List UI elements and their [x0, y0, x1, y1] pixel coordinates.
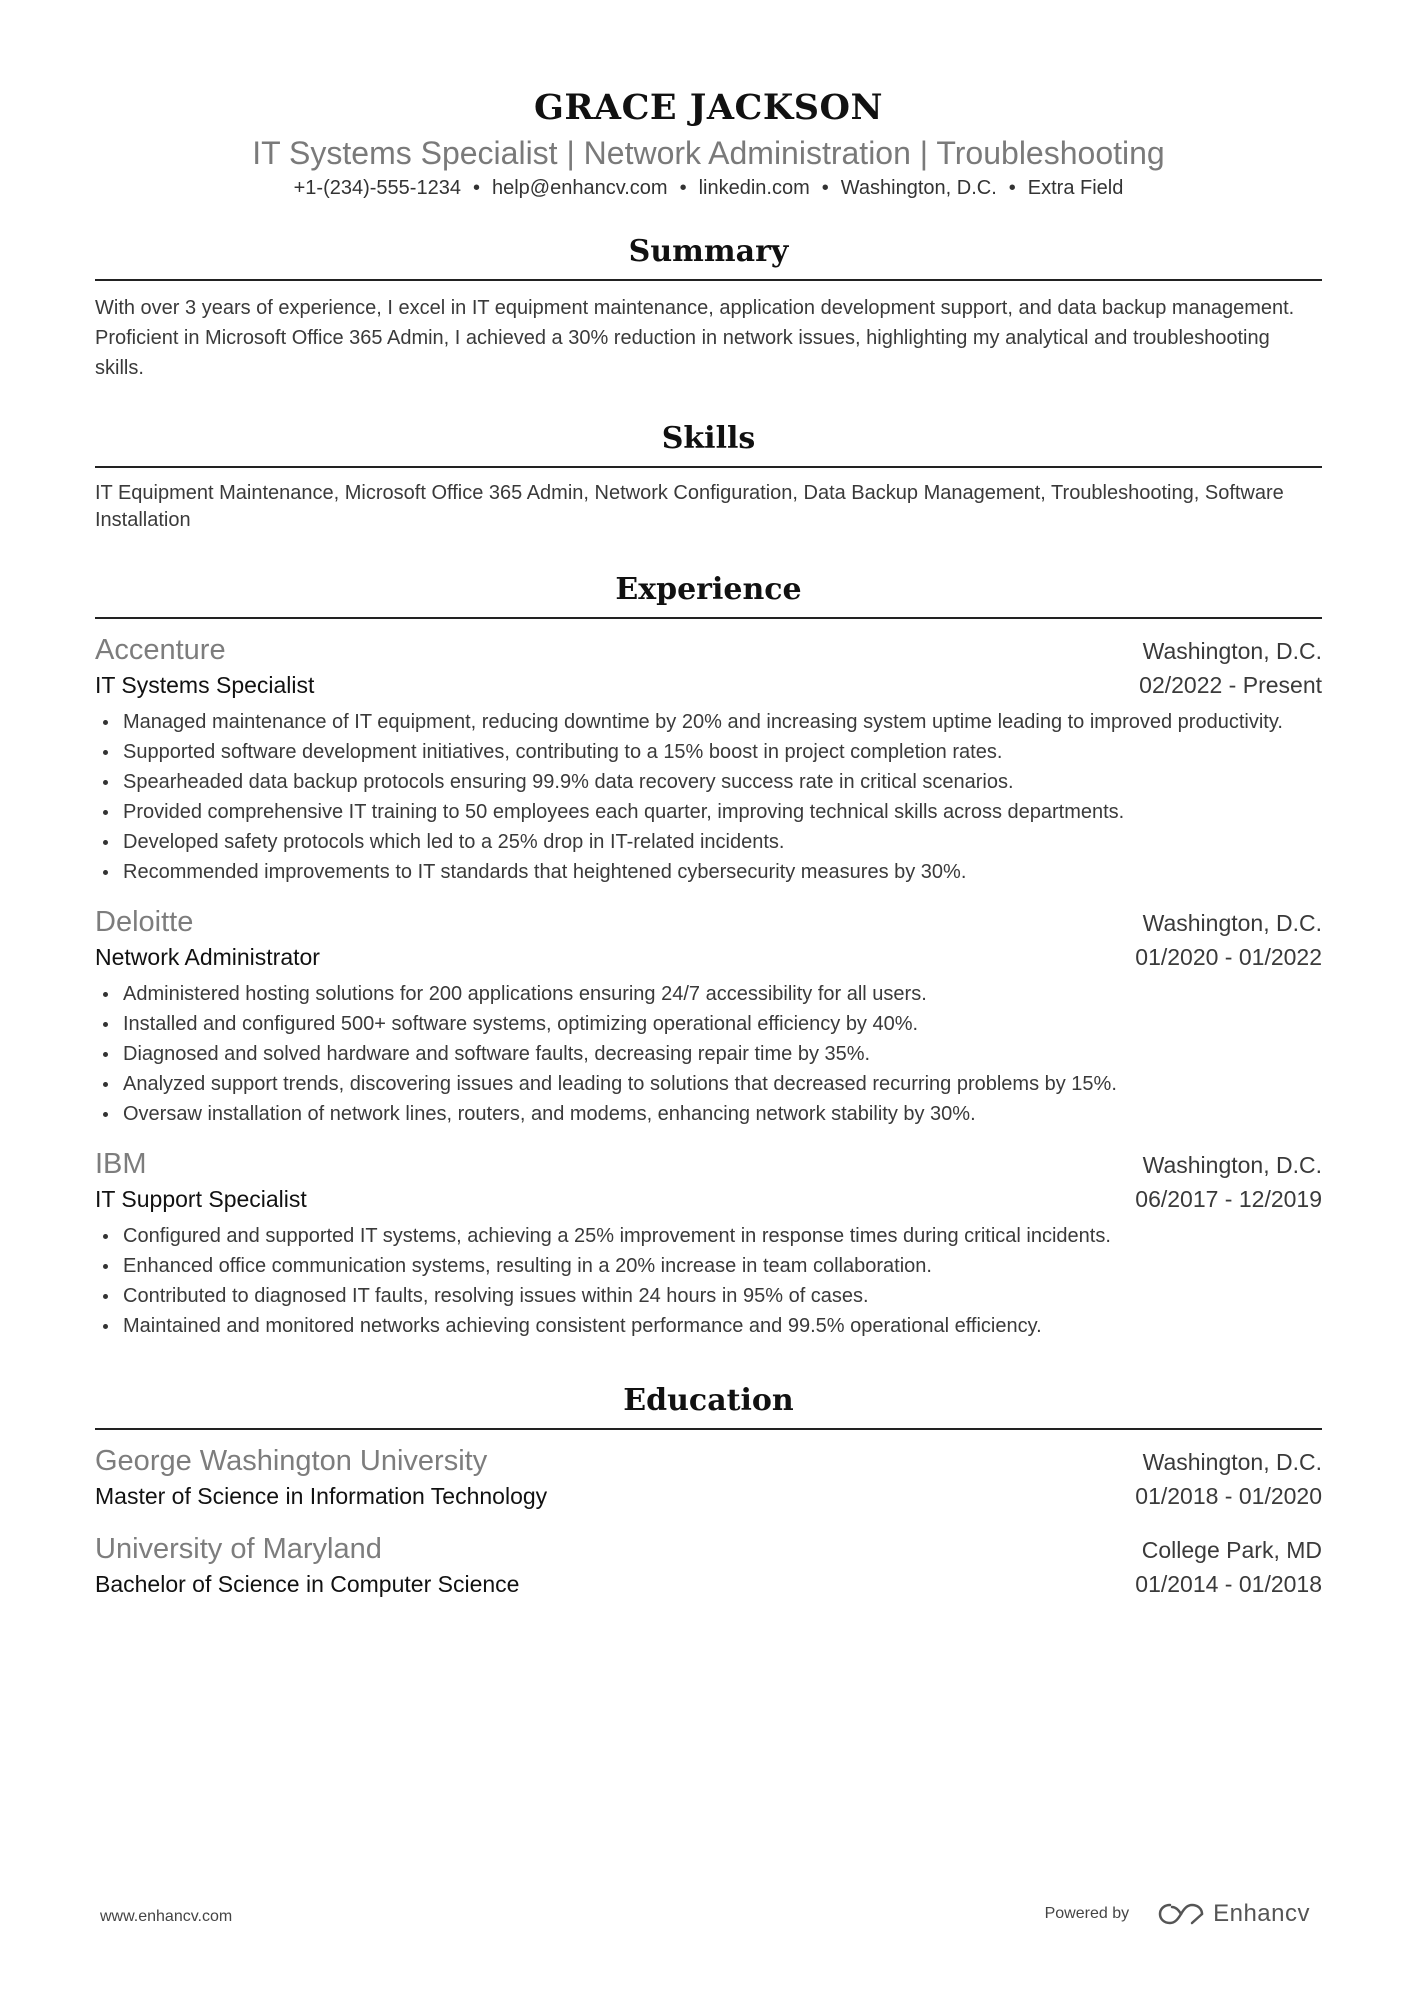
contact-separator: •: [472, 177, 480, 199]
job-location: Washington, D.C.: [1142, 1152, 1322, 1178]
section-title-skills: Skills: [661, 421, 756, 456]
job-dates: 02/2022 - Present: [1139, 672, 1322, 698]
candidate-name: GRACE JACKSON: [533, 87, 884, 128]
achievement-bullet: Configured and supported IT systems, achieving a 25% improvement in response times during critical incidents.: [95, 1221, 1322, 1251]
achievement-bullet: Recommended improvements to IT standards that heightened cybersecurity measures by 30%.: [95, 857, 1322, 887]
education-dates: 01/2014 - 01/2018: [1135, 1571, 1322, 1597]
contact-extra: Extra Field: [1027, 177, 1124, 199]
job-title: Network Administrator: [95, 944, 320, 970]
school-location: College Park, MD: [1141, 1537, 1322, 1563]
section-divider: [95, 1428, 1322, 1430]
school-name: University of Maryland: [95, 1533, 382, 1565]
enhancv-logo-icon: [1157, 1901, 1205, 1927]
summary-text: With over 3 years of experience, I excel in IT equipment maintenance, application development support, and data backup management. Proficient in Microsoft Office 365 Admin, I achieved a 30% reduction in network issues, highlighting my analytical and troubleshooting skills.: [95, 297, 1295, 379]
contact-separator: •: [679, 177, 687, 199]
candidate-headline: IT Systems Specialist | Network Administration | Troubleshooting: [252, 135, 1165, 171]
company-name: IBM: [95, 1148, 147, 1180]
resume-header: [95, 0, 1322, 202]
achievement-bullet: Enhanced office communication systems, resulting in a 20% increase in team collaboration.: [95, 1251, 1322, 1281]
job-title: IT Systems Specialist: [95, 672, 315, 698]
achievement-bullet: Spearheaded data backup protocols ensuring 99.9% data recovery success rate in critical scenarios.: [95, 767, 1322, 797]
experience-entry: [95, 903, 1322, 1129]
skills-section: [95, 419, 1322, 534]
school-location: Washington, D.C.: [1142, 1449, 1322, 1475]
job-location: Washington, D.C.: [1142, 910, 1322, 936]
contact-line: [95, 174, 1322, 202]
skills-text: IT Equipment Maintenance, Microsoft Office 365 Admin, Network Configuration, Data Backup Management, Troubleshooting, Software Installation: [95, 482, 1284, 531]
school-name: George Washington University: [95, 1445, 488, 1477]
contact-phone: +1-(234)-555-1234: [293, 177, 461, 199]
achievement-bullet: Contributed to diagnosed IT faults, resolving issues within 24 hours in 95% of cases.: [95, 1281, 1322, 1311]
achievement-bullet: Maintained and monitored networks achieving consistent performance and 99.5% operational efficiency.: [95, 1311, 1322, 1341]
education-dates: 01/2018 - 01/2020: [1135, 1483, 1322, 1509]
section-divider: [95, 466, 1322, 468]
footer-website[interactable]: www.enhancv.com: [100, 1908, 233, 1925]
contact-location: Washington, D.C.: [840, 177, 997, 199]
contact-separator: •: [821, 177, 829, 199]
degree-name: Bachelor of Science in Computer Science: [95, 1571, 520, 1597]
powered-by-label: Powered by: [1044, 1905, 1130, 1922]
enhancv-logo[interactable]: [1157, 1900, 1310, 1928]
achievement-bullet: Diagnosed and solved hardware and software faults, decreasing repair time by 35%.: [95, 1039, 1322, 1069]
achievement-bullet: Managed maintenance of IT equipment, reducing downtime by 20% and increasing system uptime leading to improved productivity.: [95, 707, 1322, 737]
summary-section: [95, 232, 1322, 383]
achievement-list: [95, 707, 1322, 887]
contact-email[interactable]: help@enhancv.com: [491, 177, 668, 199]
job-dates: 01/2020 - 01/2022: [1135, 944, 1322, 970]
contact-separator: •: [1008, 177, 1016, 199]
footer-branding: [1045, 1900, 1310, 1928]
section-title-education: Education: [623, 1383, 794, 1418]
experience-entry: [95, 1145, 1322, 1341]
achievement-bullet: Analyzed support trends, discovering issues and leading to solutions that decreased recurring problems by 15%.: [95, 1069, 1322, 1099]
experience-section: [95, 570, 1322, 1341]
section-divider: [95, 617, 1322, 619]
section-title-summary: Summary: [628, 234, 789, 269]
job-title: IT Support Specialist: [95, 1186, 307, 1212]
achievement-bullet: Supported software development initiatives, contributing to a 15% boost in project completion rates.: [95, 737, 1322, 767]
section-title-experience: Experience: [615, 572, 802, 607]
achievement-bullet: Developed safety protocols which led to a 25% drop in IT-related incidents.: [95, 827, 1322, 857]
education-section: [95, 1381, 1322, 1600]
section-divider: [95, 279, 1322, 281]
contact-linkedin[interactable]: linkedin.com: [698, 177, 810, 199]
achievement-list: [95, 979, 1322, 1129]
resume-page: [95, 0, 1322, 1600]
education-entry: [95, 1442, 1322, 1512]
job-location: Washington, D.C.: [1142, 638, 1322, 664]
job-dates: 06/2017 - 12/2019: [1135, 1186, 1322, 1212]
company-name: Deloitte: [95, 906, 194, 938]
achievement-list: [95, 1221, 1322, 1341]
degree-name: Master of Science in Information Technology: [95, 1483, 548, 1509]
achievement-bullet: Oversaw installation of network lines, routers, and modems, enhancing network stability by 30%.: [95, 1099, 1322, 1129]
education-entry: [95, 1530, 1322, 1600]
achievement-bullet: Administered hosting solutions for 200 applications ensuring 24/7 accessibility for all users.: [95, 979, 1322, 1009]
achievement-bullet: Provided comprehensive IT training to 50 employees each quarter, improving technical skills across departments.: [95, 797, 1322, 827]
company-name: Accenture: [95, 634, 226, 666]
enhancv-brand-name: Enhancv: [1213, 1900, 1310, 1927]
experience-entry: [95, 631, 1322, 887]
achievement-bullet: Installed and configured 500+ software systems, optimizing operational efficiency by 40%.: [95, 1009, 1322, 1039]
